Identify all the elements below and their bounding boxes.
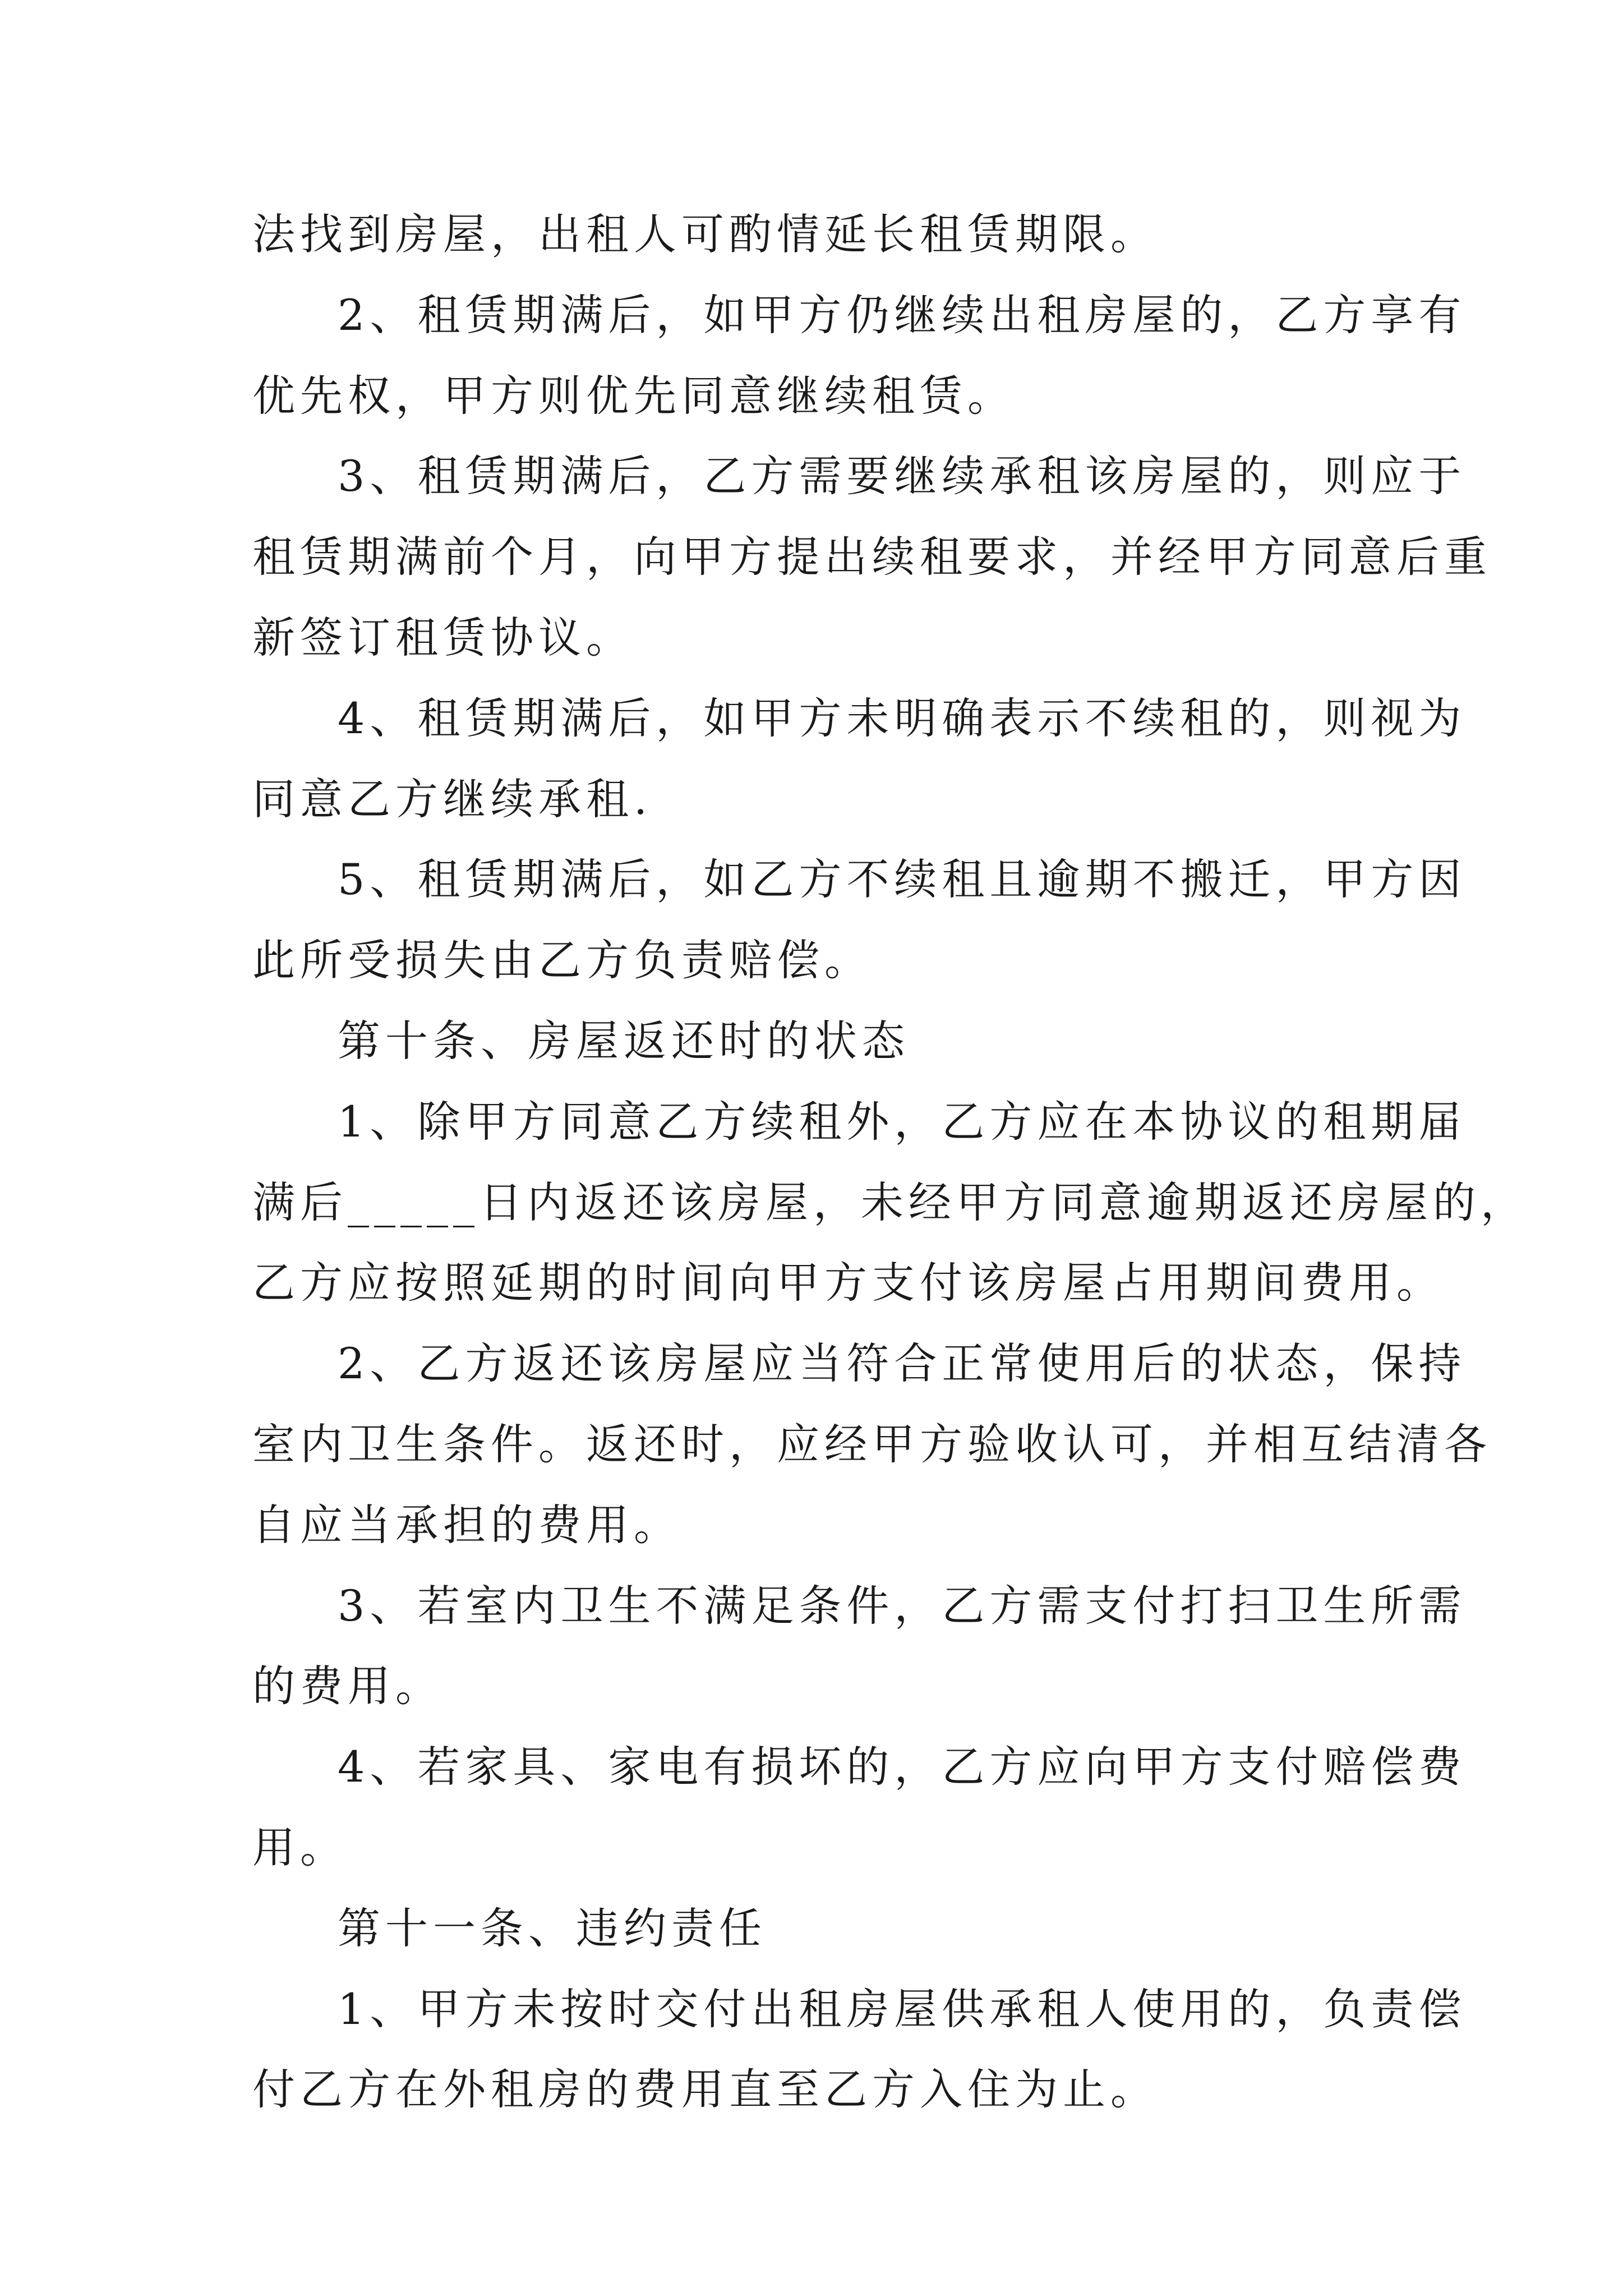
document-body (252, 194, 1528, 2130)
text-line: 3、若室内卫生不满足条件，乙方需支付打扫卫生所需 (338, 1580, 1467, 1631)
text-line: 4、若家具、家电有损坏的，乙方应向甲方支付赔偿费 (338, 1742, 1467, 1792)
text-line: 法找到房屋，出租人可酌情延长租赁期限。 (252, 209, 1158, 259)
text-line: 同意乙方继续承租. (252, 774, 653, 824)
text-line: 3、租赁期满后，乙方需要继续承租该房屋的，则应于 (338, 451, 1467, 501)
text-line: 用。 (252, 1822, 348, 1872)
text-line: 租赁期满前个月，向甲方提出续租要求，并经甲方同意后重 (252, 532, 1492, 582)
text-line: 此所受损失由乙方负责赔偿。 (252, 935, 872, 986)
text-line: 1、除甲方同意乙方续租外，乙方应在本协议的租期届 (338, 1096, 1467, 1147)
text-line: 新签订租赁协议。 (252, 612, 634, 662)
text-line: 2、乙方返还该房屋应当符合正常使用后的状态，保持 (338, 1338, 1467, 1389)
section-heading: 第十一条、违约责任 (338, 1903, 767, 1953)
text-line: 1、甲方未按时交付出租房屋供承租人使用的，负责偿 (338, 1984, 1467, 2034)
text-line: 5、租赁期满后，如乙方不续租且逾期不搬迁，甲方因 (338, 854, 1467, 905)
text-line: 付乙方在外租房的费用直至乙方入住为止。 (252, 2064, 1158, 2115)
section-heading: 第十条、房屋返还时的状态 (338, 1015, 910, 1066)
text-line: 乙方应按照延期的时间向甲方支付该房屋占用期间费用。 (252, 1258, 1444, 1308)
text-line: 2、租赁期满后，如甲方仍继续出租房屋的，乙方享有 (338, 289, 1467, 340)
text-line: 满后_____日内返还该房屋，未经甲方同意逾期返还房屋的， (252, 1177, 1528, 1227)
text-line: 4、租赁期满后，如甲方未明确表示不续租的，则视为 (338, 693, 1467, 743)
text-line: 的费用。 (252, 1661, 443, 1711)
text-line: 优先权，甲方则优先同意继续租赁。 (252, 370, 1015, 421)
text-line: 自应当承担的费用。 (252, 1499, 681, 1550)
text-line: 室内卫生条件。返还时，应经甲方验收认可，并相互结清各 (252, 1419, 1492, 1469)
